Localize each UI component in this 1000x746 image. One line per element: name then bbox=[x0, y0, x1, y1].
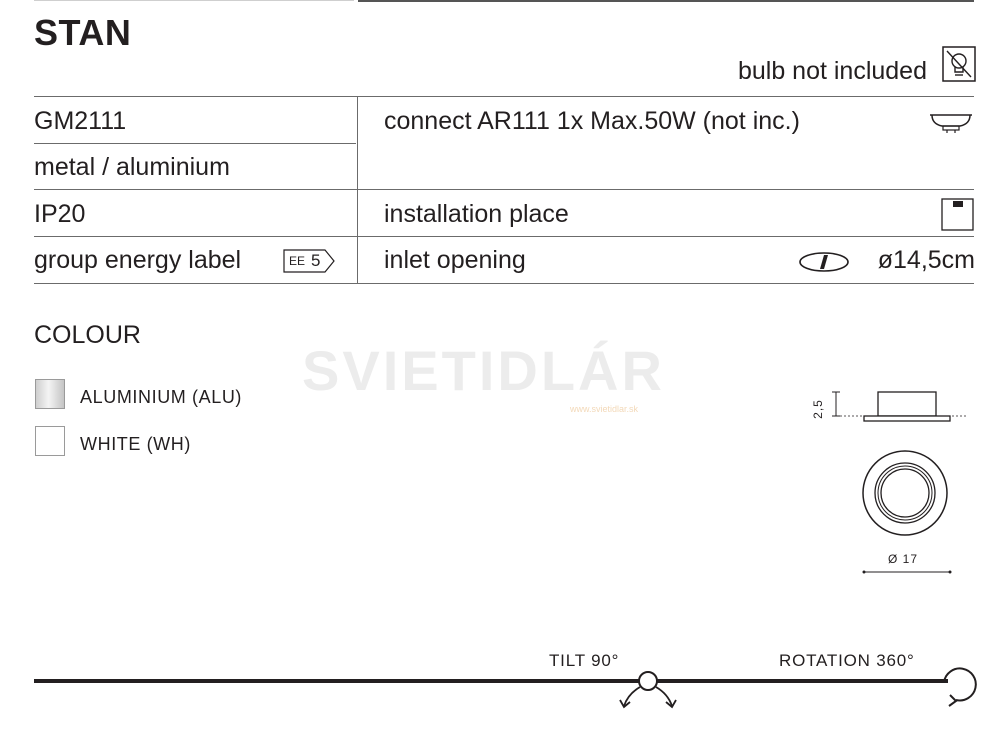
table-rule-3 bbox=[34, 189, 974, 190]
colour-heading: COLOUR bbox=[34, 321, 141, 349]
tilt-icon bbox=[612, 668, 684, 712]
energy-badge-prefix: EE bbox=[289, 254, 306, 268]
product-title: STAN bbox=[34, 12, 132, 53]
swatch-white bbox=[35, 426, 65, 456]
energy-badge-value: 5 bbox=[311, 251, 321, 270]
material: metal / aluminium bbox=[34, 153, 230, 181]
colour-label-white: WHITE (WH) bbox=[80, 434, 191, 454]
inlet-diameter: ø14,5cm bbox=[877, 246, 975, 274]
connect-spec: connect AR111 1x Max.50W (not inc.) bbox=[384, 107, 800, 135]
product-code: GM2111 bbox=[34, 107, 127, 135]
diameter-dimension-line bbox=[862, 566, 952, 576]
top-view-drawing bbox=[860, 448, 950, 538]
height-dimension: 2,5 bbox=[810, 399, 825, 419]
table-rule-5 bbox=[34, 283, 974, 284]
table-rule-4 bbox=[34, 236, 974, 237]
installation-place: installation place bbox=[384, 200, 569, 228]
ar111-lamp-icon bbox=[928, 112, 974, 134]
table-rule-2 bbox=[34, 143, 356, 144]
ip-rating: IP20 bbox=[34, 200, 86, 228]
watermark-logo: SVIETIDLÁR bbox=[302, 339, 665, 402]
colour-label-aluminium: ALUMINIUM (ALU) bbox=[80, 387, 243, 407]
diameter-dimension: Ø 17 bbox=[888, 552, 919, 566]
tilt-label: TILT 90° bbox=[549, 651, 620, 670]
energy-label-text: group energy label bbox=[34, 246, 242, 274]
side-view-drawing bbox=[820, 388, 970, 428]
energy-badge bbox=[283, 249, 335, 273]
inlet-opening: inlet opening bbox=[384, 246, 526, 274]
ceiling-mount-icon bbox=[941, 198, 974, 231]
top-rule-left bbox=[34, 0, 354, 1]
watermark-url: www.svietidlar.sk bbox=[570, 404, 639, 414]
bulb-not-included-text: bulb not included bbox=[737, 57, 927, 85]
top-rule-right bbox=[358, 0, 974, 2]
table-divider bbox=[357, 96, 358, 284]
swatch-aluminium bbox=[35, 379, 65, 409]
bulb-crossed-icon bbox=[942, 46, 976, 82]
movement-line bbox=[34, 679, 948, 683]
rotation-icon bbox=[934, 660, 978, 710]
cut-out-icon bbox=[798, 250, 850, 274]
rotation-label: ROTATION 360° bbox=[779, 651, 915, 670]
table-rule-1 bbox=[34, 96, 974, 97]
